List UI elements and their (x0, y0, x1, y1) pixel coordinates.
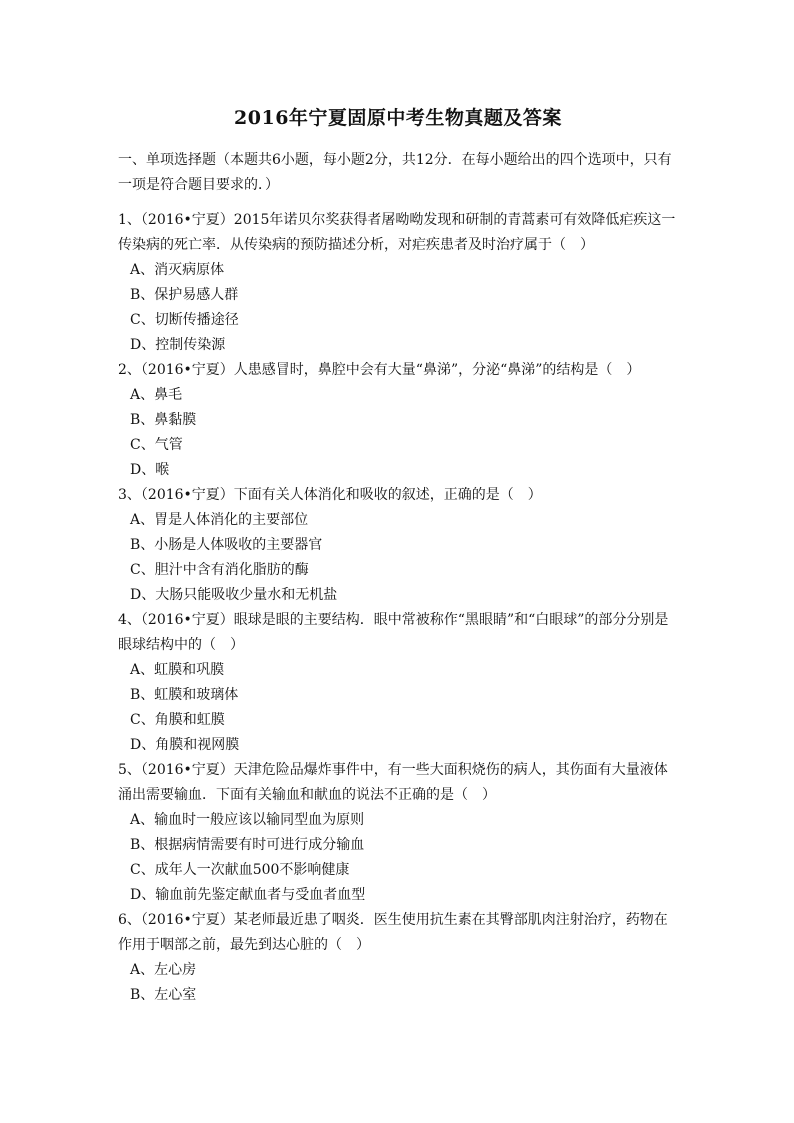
question-5 (118, 758, 678, 908)
question-stem: 2、（2016•宁夏）人患感冒时，鼻腔中会有大量“鼻涕”，分泌“鼻涕”的结构是（ ） (118, 362, 641, 378)
option-d: D、大肠只能吸收少量水和无机盐 (130, 587, 338, 603)
question-6 (118, 908, 678, 1008)
option-a: A、左心房 (130, 962, 197, 978)
question-2 (118, 358, 678, 483)
option-d: D、喉 (130, 462, 170, 478)
question-stem: 1、（2016•宁夏）2015年诺贝尔奖获得者屠呦呦发现和研制的青蒿素可有效降低疟疾这一传染病的死亡率．从传染病的预防描述分析，对疟疾患者及时治疗属于（ ） (118, 212, 676, 253)
question-stem: 4、（2016•宁夏）眼球是眼的主要结构．眼中常被称作“黑眼睛”和“白眼球”的部分分别是眼球结构中的（ ） (118, 612, 669, 653)
option-d: D、角膜和视网膜 (130, 737, 240, 753)
option-c: C、气管 (130, 437, 183, 453)
option-c: C、成年人一次献血500不影响健康 (130, 862, 350, 878)
option-a: A、输血时一般应该以输同型血为原则 (130, 812, 365, 828)
option-b: B、保护易感人群 (130, 287, 239, 303)
question-stem: 5、（2016•宁夏）天津危险品爆炸事件中，有一些大面积烧伤的病人，其伤面有大量液体涌出需要输血．下面有关输血和献血的说法不正确的是（ ） (118, 762, 668, 803)
option-c: C、胆汁中含有消化脂肪的酶 (130, 562, 309, 578)
option-b: B、虹膜和玻璃体 (130, 687, 239, 703)
option-c: C、切断传播途径 (130, 312, 239, 328)
question-stem: 3、（2016•宁夏）下面有关人体消化和吸收的叙述，正确的是（ ） (118, 487, 542, 503)
option-a: A、消灭病原体 (130, 262, 225, 278)
section-heading: 一、单项选择题（本题共6小题，每小题2分，共12分．在每小题给出的四个选项中，只有一项是符合题目要求的．） (118, 152, 672, 193)
option-c: C、角膜和虹膜 (130, 712, 225, 728)
option-a: A、鼻毛 (130, 387, 183, 403)
option-b: B、鼻黏膜 (130, 412, 197, 428)
option-d: D、输血前先鉴定献血者与受血者血型 (130, 887, 366, 903)
option-a: A、虹膜和巩膜 (130, 662, 225, 678)
question-4 (118, 608, 678, 758)
option-b: B、小肠是人体吸收的主要器官 (130, 537, 323, 553)
question-1 (118, 208, 678, 358)
question-3 (118, 483, 678, 608)
document-page (118, 100, 678, 1008)
page-title: 2016年宁夏固原中考生物真题及答案 (234, 107, 562, 129)
option-a: A、胃是人体消化的主要部位 (130, 512, 309, 528)
question-stem: 6、（2016•宁夏）某老师最近患了咽炎．医生使用抗生素在其臀部肌肉注射治疗，药物在作用于咽部之前，最先到达心脏的（ ） (118, 912, 668, 953)
option-d: D、控制传染源 (130, 337, 226, 353)
option-b: B、根据病情需要有时可进行成分输血 (130, 837, 365, 853)
option-b: B、左心室 (130, 987, 197, 1003)
